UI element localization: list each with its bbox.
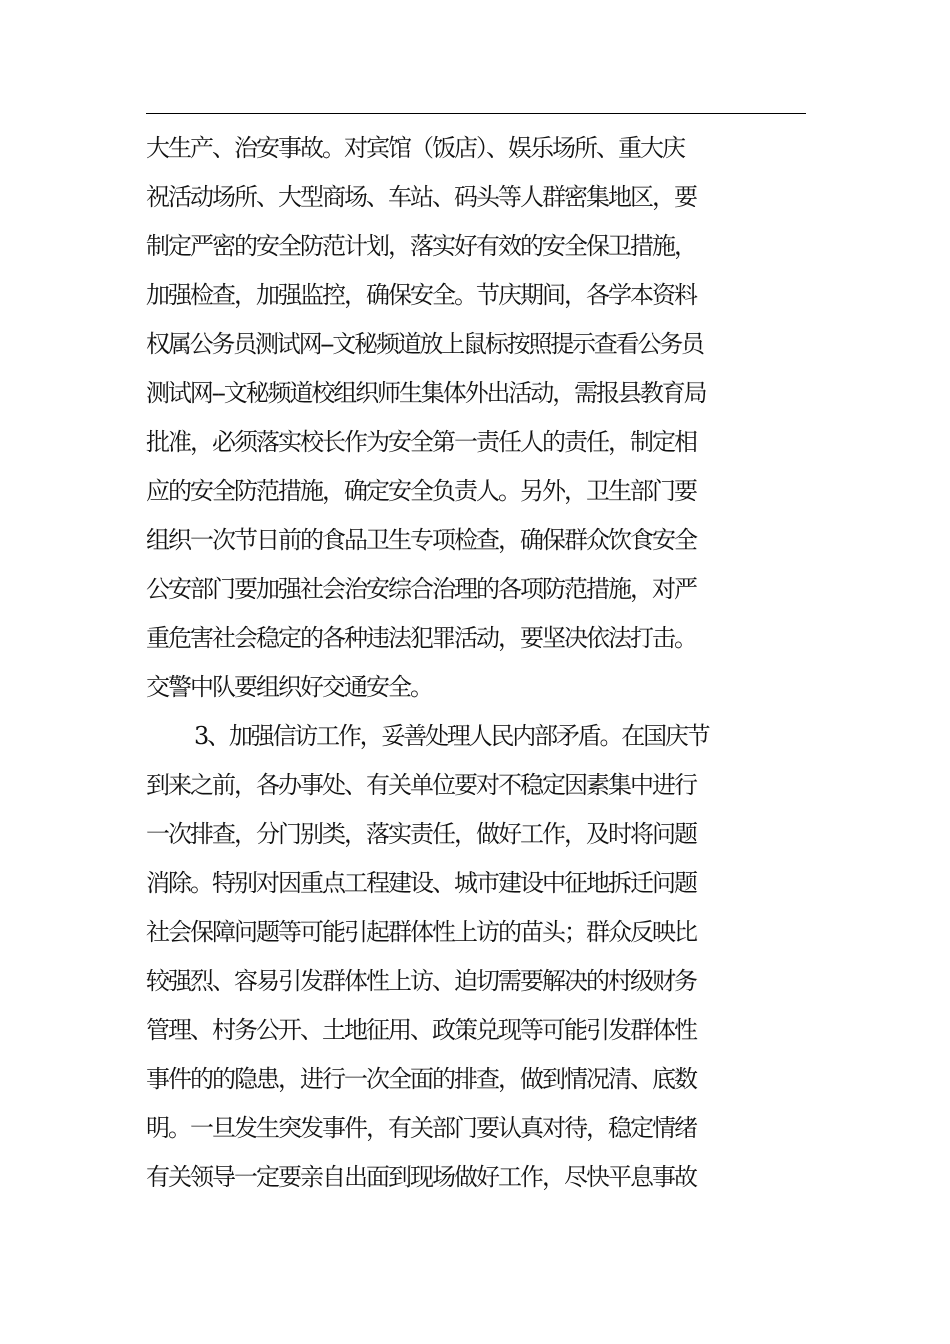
text-line: 一次排查，分门别类，落实责任，做好工作，及时将问题 bbox=[146, 820, 696, 848]
header-rule bbox=[146, 113, 806, 114]
text-line: 公安部门要加强社会治安综合治理的各项防范措施，对严 bbox=[146, 575, 696, 603]
text-line: 较强烈、容易引发群体性上访、迫切需要解决的村级财务 bbox=[146, 967, 696, 995]
text-line: 事件的的隐患，进行一次全面的排查，做到情况清、底数 bbox=[146, 1065, 696, 1093]
text-line: 交警中队要组织好交通安全。 bbox=[146, 673, 432, 701]
text-line: 权属公务员测试网--文秘频道放上鼠标按照提示查看公务员 bbox=[146, 330, 703, 358]
text-line: 大生产、治安事故。对宾馆（饭店）、娱乐场所、重大庆 bbox=[146, 134, 684, 162]
text-line: 制定严密的安全防范计划，落实好有效的安全保卫措施， bbox=[146, 232, 696, 260]
text-line: 组织一次节日前的食品卫生专项检查，确保群众饮食安全 bbox=[146, 526, 696, 554]
section-heading-line: 3、加强信访工作，妥善处理人民内部矛盾。在国庆节 bbox=[194, 722, 709, 750]
text-line: 到来之前，各办事处、有关单位要对不稳定因素集中进行 bbox=[146, 771, 696, 799]
body-text bbox=[146, 124, 816, 1202]
text-line: 加强检查，加强监控，确保安全。节庆期间，各学本资料 bbox=[146, 281, 696, 309]
text-line: 批准，必须落实校长作为安全第一责任人的责任，制定相 bbox=[146, 428, 696, 456]
text-line: 社会保障问题等可能引起群体性上访的苗头；群众反映比 bbox=[146, 918, 696, 946]
text-line: 明。一旦发生突发事件，有关部门要认真对待，稳定情绪 bbox=[146, 1114, 696, 1142]
text-line: 祝活动场所、大型商场、车站、码头等人群密集地区，要 bbox=[146, 183, 696, 211]
text-line: 消除。特别对因重点工程建设、城市建设中征地拆迁问题 bbox=[146, 869, 696, 897]
text-line: 测试网--文秘频道校组织师生集体外出活动，需报县教育局 bbox=[146, 379, 706, 407]
text-line: 重危害社会稳定的各种违法犯罪活动，要坚决依法打击。 bbox=[146, 624, 696, 652]
text-line: 管理、村务公开、土地征用、政策兑现等可能引发群体性 bbox=[146, 1016, 696, 1044]
text-line: 有关领导一定要亲自出面到现场做好工作，尽快平息事故 bbox=[146, 1163, 696, 1191]
text-line: 应的安全防范措施，确定安全负责人。另外，卫生部门要 bbox=[146, 477, 696, 505]
